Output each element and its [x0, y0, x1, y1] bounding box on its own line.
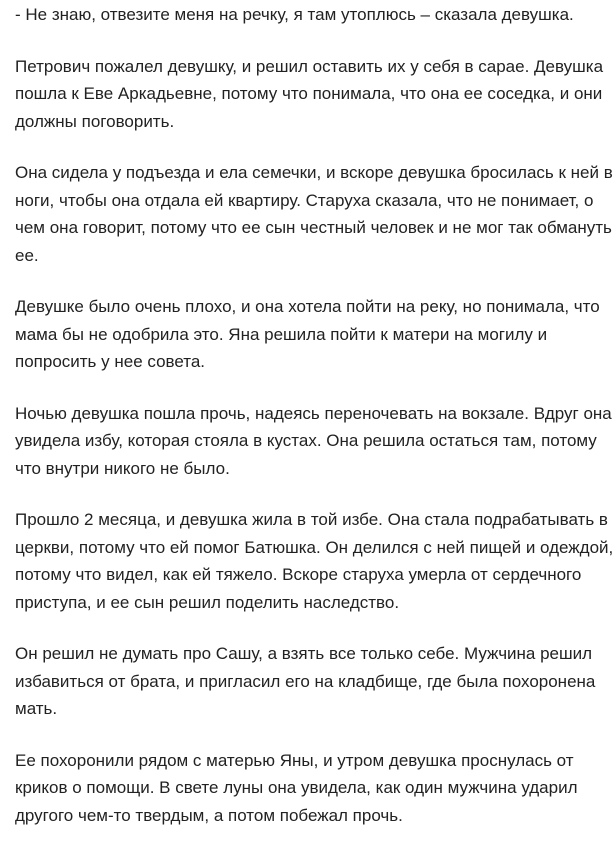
- text-line: Он решил не думать про Сашу, а взять все только себе. Мужчина решил: [15, 644, 593, 663]
- paragraph: [15, 53, 615, 136]
- text-line: Ее похоронили рядом с матерью Яны, и утром девушка проснулась от: [15, 750, 574, 770]
- paragraph: [15, 506, 615, 616]
- text-line: - Не знаю, отвезите меня на речку, я там утоплюсь – сказала девушка.: [15, 5, 574, 24]
- text-line: Прошло 2 месяца, и девушка жила в той избе. Она стала подрабатывать в: [15, 510, 608, 529]
- text-line: избавиться от брата, и пригласил его на кладбище, где была похоронена: [15, 671, 596, 691]
- text-line: приступа, и ее сын решил поделить наследство.: [15, 592, 400, 612]
- text-line: Ночью девушка пошла прочь, надеясь переночевать на вокзале. Вдруг она: [15, 403, 612, 423]
- text-line: ноги, чтобы она отдала ей квартиру. Старуха сказала, что не понимает, о: [15, 190, 594, 210]
- text-line: должны поговорить.: [15, 111, 175, 131]
- text-line: криков о помощи. В свете луны она увидела, как один мужчина ударил: [15, 778, 578, 797]
- paragraph: [15, 640, 615, 723]
- text-line: Девушке было очень плохо, и она хотела пойти на реку, но понимала, что: [15, 297, 600, 316]
- text-line: ее.: [15, 245, 39, 265]
- text-line: попросить у нее совета.: [15, 352, 206, 371]
- paragraph: [15, 747, 615, 830]
- text-line: другого чем-то твердым, а потом побежал прочь.: [15, 805, 403, 825]
- text-line: что внутри никого не было.: [15, 458, 230, 478]
- text-line: Она сидела у подъезда и ела семечки, и вскоре девушка бросилась к ней в: [15, 163, 613, 182]
- paragraph: [15, 1, 615, 29]
- text-line: мать.: [15, 699, 58, 718]
- paragraph: [15, 159, 615, 269]
- text-line: увидела избу, которая стояла в кустах. Она решила остаться там, потому: [15, 431, 597, 450]
- text-line: чем она говорит, потому что ее сын честный человек и не мог так обмануть: [15, 218, 612, 237]
- text-line: потому что видел, как ей тяжело. Вскоре старуха умерла от сердечного: [15, 565, 582, 584]
- text-line: церкви, потому что ей помог Батюшка. Он делился с ней пищей и одеждой,: [15, 537, 614, 557]
- article-body: [15, 0, 615, 853]
- text-line: Петрович пожалел девушку, и решил оставить их у себя в сарае. Девушка: [15, 56, 604, 76]
- paragraph: [15, 293, 615, 376]
- text-line: мама бы не одобрила это. Яна решила пойти к матери на могилу и: [15, 324, 548, 344]
- paragraph: [15, 400, 615, 483]
- text-line: пошла к Еве Аркадьевне, потому что понимала, что она ее соседка, и они: [15, 84, 603, 103]
